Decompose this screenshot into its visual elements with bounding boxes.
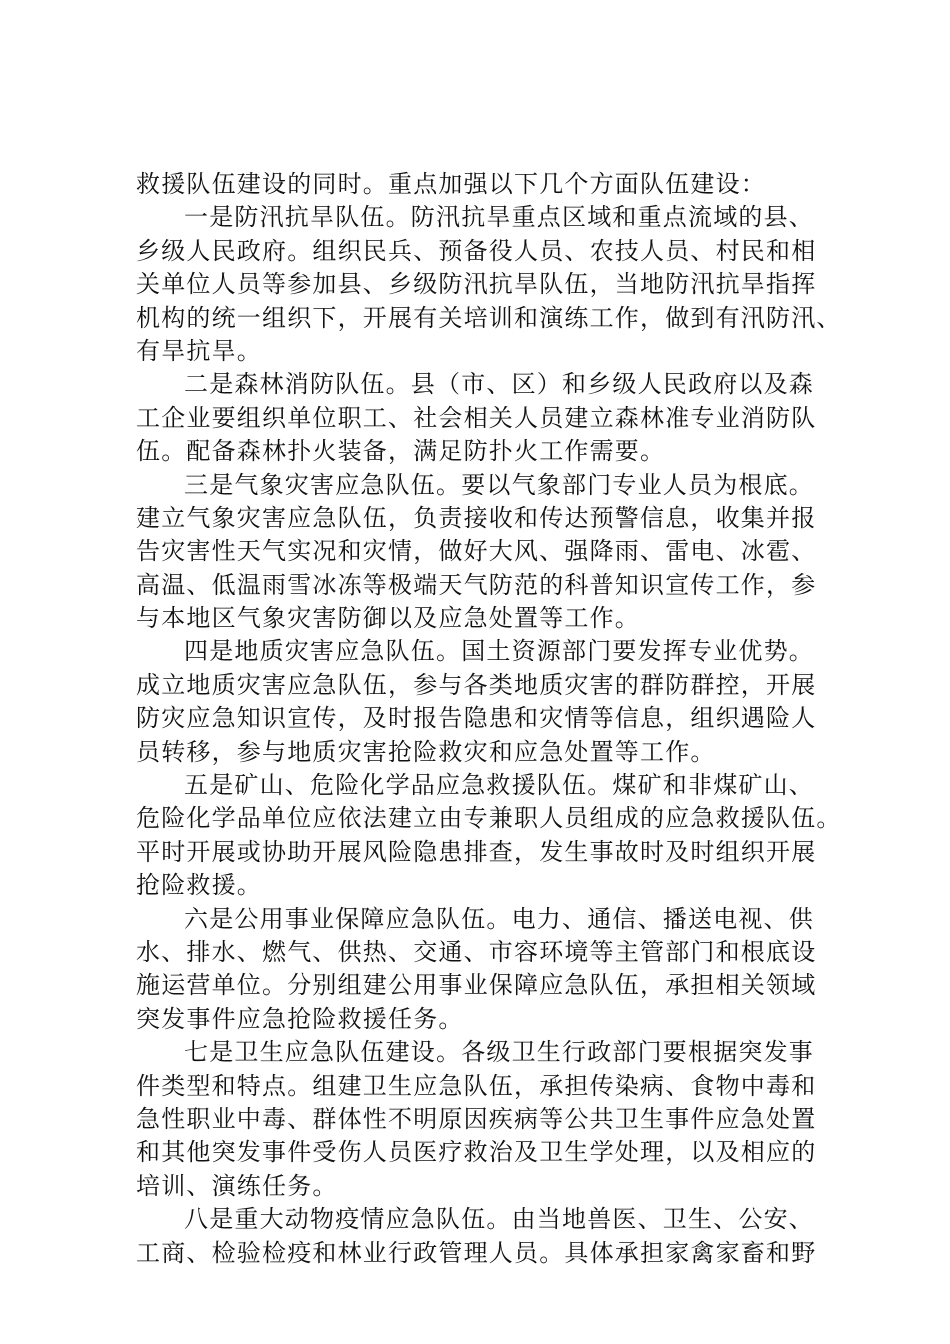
paragraph-8-first-line: 八是重大动物疫情应急队伍。由当地兽医、卫生、公安、 [184, 1205, 814, 1234]
paragraph-1-first-line: 一是防汛抗旱队伍。防汛抗旱重点区域和重点流域的县、 [184, 203, 814, 232]
text-line: 告灾害性天气实况和灾情，做好大风、强降雨、雷电、冰雹、 [136, 537, 817, 566]
text-line: 员转移，参与地质灾害抢险救灾和应急处置等工作。 [136, 737, 716, 766]
text-line: 有旱抗旱。 [136, 336, 262, 365]
paragraph-6-first-line: 六是公用事业保障应急队伍。电力、通信、播送电视、供 [184, 904, 814, 933]
paragraph-4-first-line: 四是地质灾害应急队伍。国土资源部门要发挥专业优势。 [184, 637, 814, 666]
text-line: 成立地质灾害应急队伍，参与各类地质灾害的群防群控，开展 [136, 670, 817, 699]
text-line: 乡级人民政府。组织民兵、预备役人员、农技人员、村民和相 [136, 236, 817, 265]
text-line: 危险化学品单位应依法建立由专兼职人员组成的应急救援队伍。 [136, 804, 842, 833]
text-line: 伍。配备森林扑火装备，满足防扑火工作需要。 [136, 437, 666, 466]
paragraph-3-first-line: 三是气象灾害应急队伍。要以气象部门专业人员为根底。 [184, 470, 814, 499]
text-line: 水、排水、燃气、供热、交通、市容环境等主管部门和根底设 [136, 937, 817, 966]
text-line: 和其他突发事件受伤人员医疗救治及卫生学处理，以及相应的 [136, 1138, 817, 1167]
text-line: 机构的统一组织下，开展有关培训和演练工作，做到有汛防汛、 [136, 303, 842, 332]
text-line: 关单位人员等参加县、乡级防汛抗旱队伍，当地防汛抗旱指挥 [136, 270, 817, 299]
text-line: 与本地区气象灾害防御以及应急处置等工作。 [136, 604, 640, 633]
text-line: 建立气象灾害应急队伍，负责接收和传达预警信息，收集并报 [136, 503, 817, 532]
paragraph-5-first-line: 五是矿山、危险化学品应急救援队伍。煤矿和非煤矿山、 [184, 771, 814, 800]
text-line: 施运营单位。分别组建公用事业保障应急队伍，承担相关领域 [136, 971, 817, 1000]
text-line: 工商、检验检疫和林业行政管理人员。具体承担家禽家畜和野 [136, 1238, 817, 1267]
document-body [136, 168, 840, 1270]
text-line: 件类型和特点。组建卫生应急队伍，承担传染病、食物中毒和 [136, 1071, 817, 1100]
text-line: 工企业要组织单位职工、社会相关人员建立森林准专业消防队 [136, 403, 817, 432]
text-line: 抢险救援。 [136, 871, 262, 900]
text-line: 防灾应急知识宣传，及时报告隐患和灾情等信息，组织遇险人 [136, 704, 817, 733]
paragraph-7-first-line: 七是卫生应急队伍建设。各级卫生行政部门要根据突发事 [184, 1038, 814, 1067]
text-line: 急性职业中毒、群体性不明原因疾病等公共卫生事件应急处置 [136, 1104, 817, 1133]
paragraph-2-first-line: 二是森林消防队伍。县（市、区）和乡级人民政府以及森 [184, 370, 814, 399]
text-line: 救援队伍建设的同时。重点加强以下几个方面队伍建设： [136, 170, 766, 198]
text-line: 培训、演练任务。 [136, 1171, 338, 1200]
text-line: 突发事件应急抢险救援任务。 [136, 1004, 464, 1033]
text-line: 高温、低温雨雪冰冻等极端天气防范的科普知识宣传工作，参 [136, 570, 817, 599]
text-line: 平时开展或协助开展风险隐患排查，发生事故时及时组织开展 [136, 837, 817, 866]
